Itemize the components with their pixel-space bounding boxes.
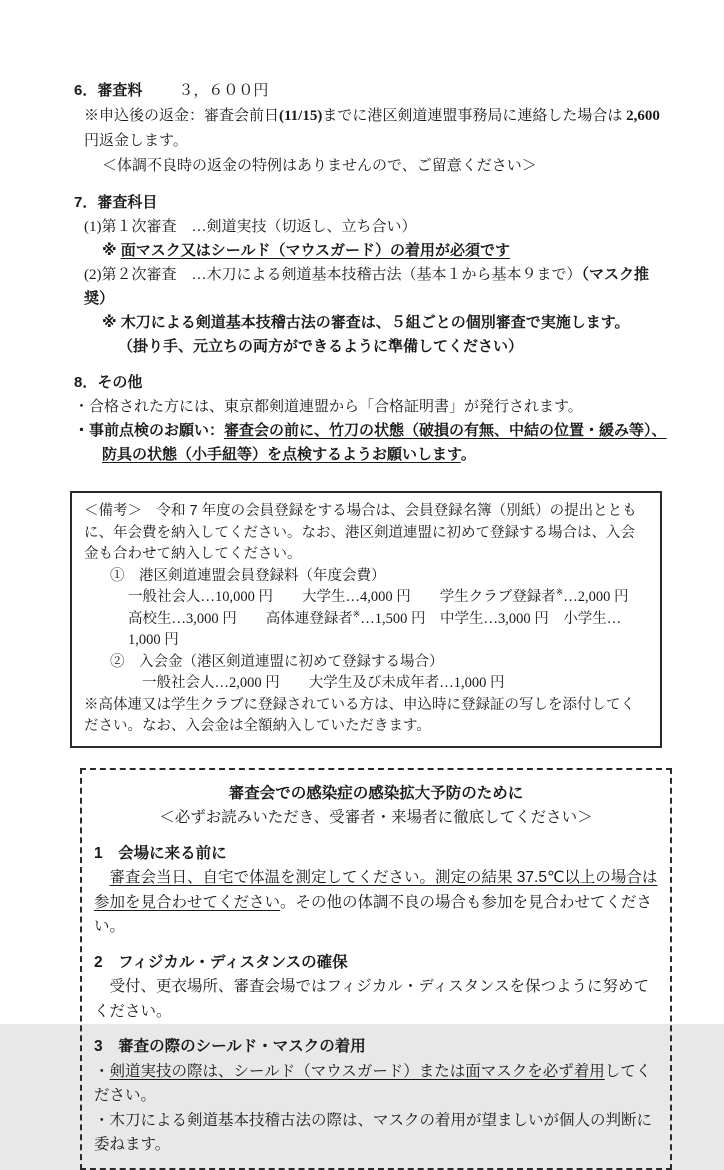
refund-note-post: 円返金します。 xyxy=(84,133,188,149)
pass-certificate-note: ・合格された方には、東京都剣道連盟から「合格証明書」が発行されます。 xyxy=(74,399,583,415)
covid-section1-body xyxy=(94,866,658,940)
registration-fee-line2-pre: 高校生…3,000 円 高体連登録者 xyxy=(128,610,353,627)
covid-section-mask xyxy=(94,1035,658,1158)
subjects-heading: 7．審査科目 xyxy=(74,194,158,211)
remarks-intro: ＜備考＞ 令和 7 年度の会員登録をする場合は、会員登録名簿（別紙）の提出とともに、年会費を納入してください。なお、港区剣道連盟に初めて登録する場合は、入会金も合わせて納入してください。 xyxy=(84,503,637,562)
pre-check-text-line1: 審査会の前に、竹刀の状態（破損の有無、中結の位置・緩み等）、 xyxy=(224,422,667,439)
first-exam-note xyxy=(74,239,670,263)
section-other xyxy=(74,371,670,467)
pre-check-request xyxy=(74,419,670,443)
pre-check-period: 。 xyxy=(460,446,476,463)
fee-heading xyxy=(74,78,670,104)
refund-deadline-date: (11/15) xyxy=(279,108,323,124)
fee-heading-label: 6．審査料 xyxy=(74,82,143,99)
covid-section2-heading: 2 フィジカル・ディスタンスの確保 xyxy=(94,953,348,971)
refund-amount: 2,600 xyxy=(626,108,660,124)
registration-fee-line2-post: …1,500 円 中学生…3,000 円 小学生…1,000 円 xyxy=(128,610,622,648)
first-exam-item: (1)第１次審査 …剣道実技（切返し、立ち合い） xyxy=(84,219,417,235)
pre-check-label: ・事前点検のお願い： xyxy=(74,422,225,439)
asterisk-mark: ※ xyxy=(352,608,361,619)
registration-fee-line2 xyxy=(84,609,648,652)
admission-fee-line: 一般社会人…2,000 円 大学生及び未成年者…1,000 円 xyxy=(142,675,505,691)
section-fee xyxy=(74,78,670,179)
remarks-footnote: ※高体連又は学生クラブに登録されている方は、申込時に登録証の写しを添付してください。なお、入会金は全額納入していただきます。 xyxy=(84,696,635,734)
covid-section1-rest: 。その他の体調不良の場合も参加を見合わせてください。 xyxy=(94,893,653,935)
covid-section1-heading: 1 会場に来る前に xyxy=(94,844,227,862)
covid-notice-box xyxy=(80,768,672,1170)
temperature-check-rule: 審査会当日、自宅で体温を測定してください。測定の結果 37.5℃以上の場合は参加を見合わせてください xyxy=(94,869,658,911)
covid-subtitle: ＜必ずお読みいただき、受審者・来場者に徹底してください＞ xyxy=(159,809,593,826)
first-exam-note-marker: ※ xyxy=(102,242,121,259)
mask-recommended-note: （マスク推奨） xyxy=(84,266,650,307)
refund-note-mid: までに港区剣道連盟事務局に連絡した場合は xyxy=(322,108,627,124)
refund-caution: ＜体調不良時の返金の特例はありませんので、ご留意ください＞ xyxy=(102,158,537,174)
second-exam-item xyxy=(74,263,670,311)
section-subjects xyxy=(74,191,670,359)
pre-check-text-line2: 防具の状態（小手紐等）を点検するようお願いします xyxy=(102,446,461,463)
registration-fee-line1-pre: 一般社会人…10,000 円 大学生…4,000 円 学生クラブ登録者 xyxy=(128,589,556,605)
covid-section3-bullet1-tail: してください。 xyxy=(94,1062,652,1104)
pre-check-request-line2 xyxy=(74,443,670,467)
refund-note xyxy=(74,104,670,154)
other-heading: 8．その他 xyxy=(74,374,143,391)
covid-section-distance xyxy=(94,951,658,1025)
covid-section3-bullet2: ・木刀による剣道基本技稽古法の際は、マスクの着用が望ましいが個人の判断に委ねます。 xyxy=(94,1111,653,1153)
bullet-marker: ・ xyxy=(94,1062,110,1080)
second-exam-note: ※ 木刀による剣道基本技稽古法の審査は、５組ごとの個別審査で実施します。 xyxy=(102,314,630,331)
covid-section3-bullet1 xyxy=(94,1060,658,1109)
mask-required-rule: 剣道実技の際は、シールド（マウスガード）または面マスクを必ず着用 xyxy=(109,1062,605,1080)
asterisk-mark: ※ xyxy=(555,587,564,598)
admission-fee-title: ② 入会金（港区剣道連盟に初めて登録する場合） xyxy=(110,653,444,670)
refund-note-pre: ※申込後の返金：審査会前日 xyxy=(84,108,280,124)
registration-fee-line1-post: …2,000 円 xyxy=(563,589,629,605)
covid-section3-heading: 3 審査の際のシールド・マスクの着用 xyxy=(94,1038,366,1055)
second-exam-item-text: (2)第２次審査 …木刀による剣道基本技稽古法（基本１から基本９まで） xyxy=(84,267,582,283)
registration-fee-line1 xyxy=(84,587,648,609)
covid-section2-body: 受付、更衣場所、審査会場ではフィジカル・ディスタンスを保つように努めてください。 xyxy=(94,978,650,1020)
registration-fee-title: ① 港区剣道連盟会員登録料（年度会費） xyxy=(110,567,386,584)
first-exam-note-text: 面マスク又はシールド（マウスガード）の着用が必須です xyxy=(120,242,511,259)
second-exam-note2: （掛り手、元立ちの両方ができるように準備してください） xyxy=(118,338,524,355)
covid-section-before-arrival xyxy=(94,842,658,940)
covid-title: 審査会での感染症の感染拡大予防のために xyxy=(228,784,524,802)
fee-amount: ３，６００円 xyxy=(178,83,269,99)
remarks-box xyxy=(70,491,662,748)
